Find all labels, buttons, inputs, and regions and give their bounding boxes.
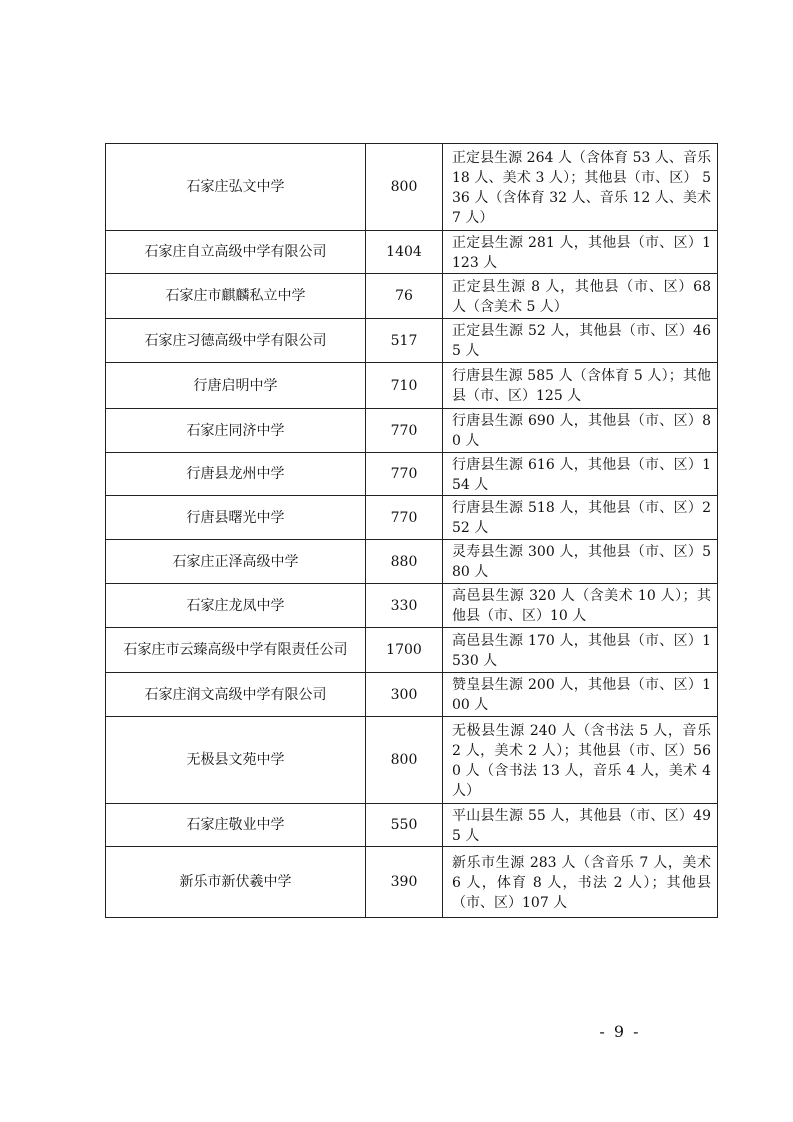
plan-count-cell: 1700 — [366, 628, 443, 673]
table-row — [106, 453, 718, 496]
enrollment-table-body — [106, 144, 718, 918]
plan-count-cell: 300 — [366, 673, 443, 717]
plan-count-cell: 800 — [366, 717, 443, 804]
table-row — [106, 540, 718, 584]
table-row — [106, 496, 718, 540]
school-name-cell: 石家庄市麒麟私立中学 — [106, 274, 366, 319]
student-source-cell: 新乐市生源 283 人（含音乐 7 人，美术 6 人，体育 8 人，书法 2 人）；其他县（市、区）107 人 — [443, 847, 718, 918]
student-source-cell: 正定县生源 52 人，其他县（市、区）465 人 — [443, 319, 718, 363]
table-row — [106, 673, 718, 717]
school-name-cell: 石家庄润文高级中学有限公司 — [106, 673, 366, 717]
table-row — [106, 144, 718, 231]
table-row — [106, 319, 718, 363]
table-row — [106, 804, 718, 847]
student-source-cell: 无极县生源 240 人（含书法 5 人，音乐 2 人，美术 2 人）；其他县（市、区）560 人（含书法 13 人，音乐 4 人，美术 4 人） — [443, 717, 718, 804]
student-source-cell: 平山县生源 55 人，其他县（市、区）495 人 — [443, 804, 718, 847]
school-name-cell: 新乐市新伏羲中学 — [106, 847, 366, 918]
student-source-cell: 高邑县生源 320 人（含美术 10 人）；其他县（市、区）10 人 — [443, 584, 718, 628]
school-name-cell: 石家庄自立高级中学有限公司 — [106, 231, 366, 274]
plan-count-cell: 76 — [366, 274, 443, 319]
plan-count-cell: 770 — [366, 496, 443, 540]
plan-count-cell: 330 — [366, 584, 443, 628]
school-name-cell: 石家庄龙凤中学 — [106, 584, 366, 628]
enrollment-table — [105, 143, 718, 918]
school-name-cell: 石家庄同济中学 — [106, 409, 366, 453]
table-row — [106, 363, 718, 409]
table-row — [106, 231, 718, 274]
page-number: - 9 - — [599, 1022, 641, 1041]
school-name-cell: 行唐县曙光中学 — [106, 496, 366, 540]
student-source-cell: 行唐县生源 518 人，其他县（市、区）252 人 — [443, 496, 718, 540]
plan-count-cell: 517 — [366, 319, 443, 363]
plan-count-cell: 770 — [366, 409, 443, 453]
school-name-cell: 石家庄敬业中学 — [106, 804, 366, 847]
plan-count-cell: 770 — [366, 453, 443, 496]
student-source-cell: 正定县生源 281 人，其他县（市、区）1123 人 — [443, 231, 718, 274]
student-source-cell: 正定县生源 264 人（含体育 53 人、音乐 18 人、美术 3 人）；其他县（市、区） 536 人（含体育 32 人、音乐 12 人、美术 7 人） — [443, 144, 718, 231]
table-row — [106, 628, 718, 673]
school-name-cell: 行唐启明中学 — [106, 363, 366, 409]
plan-count-cell: 1404 — [366, 231, 443, 274]
table-row — [106, 409, 718, 453]
plan-count-cell: 800 — [366, 144, 443, 231]
school-name-cell: 石家庄弘文中学 — [106, 144, 366, 231]
student-source-cell: 行唐县生源 585 人（含体育 5 人）；其他县（市、区）125 人 — [443, 363, 718, 409]
plan-count-cell: 390 — [366, 847, 443, 918]
student-source-cell: 正定县生源 8 人，其他县（市、区）68 人（含美术 5 人） — [443, 274, 718, 319]
plan-count-cell: 710 — [366, 363, 443, 409]
student-source-cell: 灵寿县生源 300 人，其他县（市、区）580 人 — [443, 540, 718, 584]
student-source-cell: 行唐县生源 690 人，其他县（市、区）80 人 — [443, 409, 718, 453]
table-row — [106, 847, 718, 918]
school-name-cell: 石家庄习德高级中学有限公司 — [106, 319, 366, 363]
table-row — [106, 717, 718, 804]
school-name-cell: 行唐县龙州中学 — [106, 453, 366, 496]
plan-count-cell: 550 — [366, 804, 443, 847]
table-row — [106, 584, 718, 628]
school-name-cell: 石家庄市云臻高级中学有限责任公司 — [106, 628, 366, 673]
school-name-cell: 石家庄正泽高级中学 — [106, 540, 366, 584]
student-source-cell: 赞皇县生源 200 人，其他县（市、区）100 人 — [443, 673, 718, 717]
plan-count-cell: 880 — [366, 540, 443, 584]
table-row — [106, 274, 718, 319]
school-name-cell: 无极县文苑中学 — [106, 717, 366, 804]
student-source-cell: 行唐县生源 616 人，其他县（市、区）154 人 — [443, 453, 718, 496]
student-source-cell: 高邑县生源 170 人，其他县（市、区）1530 人 — [443, 628, 718, 673]
